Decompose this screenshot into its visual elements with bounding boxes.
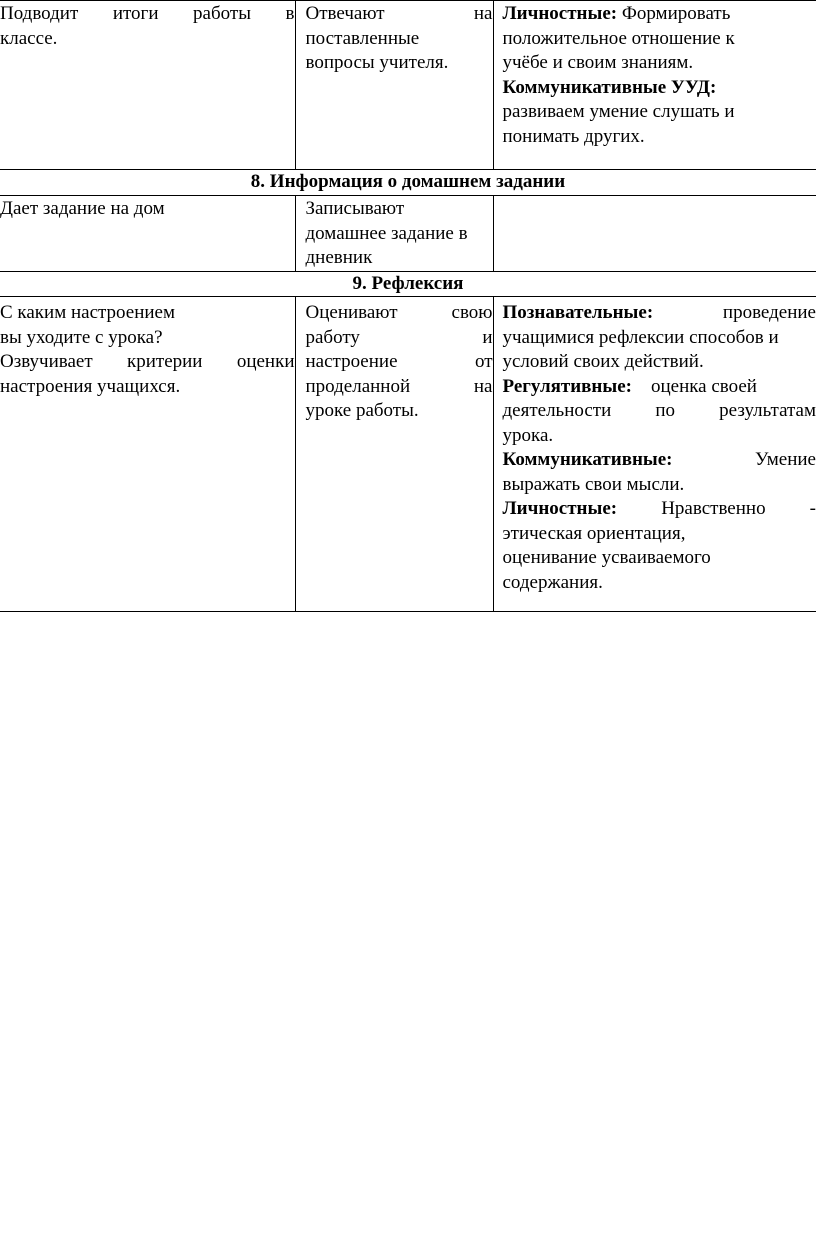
section-title-reflection: 9. Рефлексия: [0, 271, 816, 297]
student-activity-line: вопросы учителя.: [305, 52, 449, 73]
student-activity-line: домашнее задание в: [305, 222, 468, 244]
teacher-activity-cell: [0, 297, 295, 612]
uud-communicative-label: Коммуникативные УУД:: [502, 76, 717, 98]
uud-personal-label: Личностные:: [502, 498, 618, 519]
student-activity-line: Записывают: [305, 198, 405, 219]
teacher-activity-line: Озвучивает критерии оценки: [0, 351, 295, 372]
uud-personal-text-line: положительное отношение к: [502, 27, 735, 49]
student-activity-line: поставленные: [305, 27, 420, 49]
uud-personal-text-line: содержания.: [502, 571, 603, 593]
uud-cell: [493, 1, 816, 170]
uud-personal-line: [503, 2, 816, 27]
table-row-reflection: [0, 297, 816, 612]
teacher-activity-line: Подводит итоги работы в: [0, 3, 295, 24]
student-activity-line: Оценивают свою: [305, 302, 493, 323]
lesson-plan-table: [0, 0, 816, 612]
uud-communicative-text-line: понимать других.: [502, 125, 645, 147]
table-row-results: [0, 1, 816, 170]
uud-cognitive-text: проведение: [722, 302, 816, 323]
student-activity-line: дневник: [305, 247, 373, 268]
uud-cognitive-text-line: условий своих действий.: [502, 351, 704, 372]
uud-regulatory-text: оценка своей: [650, 375, 757, 397]
teacher-activity-cell: [0, 1, 295, 170]
teacher-activity-line: вы уходите с урока?: [0, 326, 163, 348]
student-activity-line: уроке работы.: [305, 400, 419, 421]
uud-regulatory-text-line: урока.: [502, 424, 554, 446]
uud-regulatory-text-line: деятельности по результатам: [502, 400, 816, 421]
uud-cognitive-line: [503, 301, 816, 326]
student-activity-cell: [295, 1, 493, 170]
uud-cognitive-text-line: учащимися рефлексии способов и: [502, 326, 779, 348]
uud-communicative-text-line: развиваем умение слушать и: [502, 101, 735, 122]
uud-cell: [493, 297, 816, 612]
student-activity-line: работу и: [305, 326, 493, 348]
section-title-homework: 8. Информация о домашнем задании: [0, 170, 816, 196]
teacher-activity-line: настроения учащихся.: [0, 375, 181, 397]
uud-regulatory-line: [503, 375, 816, 400]
uud-personal-label: Личностные:: [502, 3, 618, 24]
uud-communicative-label: Коммуникативные:: [502, 449, 673, 470]
uud-cognitive-label: Познавательные:: [502, 302, 654, 323]
uud-personal-line: [503, 497, 816, 522]
student-activity-line: Отвечают на: [305, 3, 493, 24]
teacher-activity-line: классе.: [0, 27, 58, 49]
uud-communicative-line: [503, 448, 816, 473]
student-activity-line: настроение от: [305, 351, 493, 372]
teacher-activity-line: С каким настроением: [0, 302, 175, 323]
student-activity-cell: [295, 196, 493, 272]
uud-personal-text-line: этическая ориентация,: [502, 522, 686, 544]
section-header-row: [0, 271, 816, 297]
uud-personal-text: Формировать: [617, 3, 731, 24]
student-activity-cell: [295, 297, 493, 612]
uud-personal-text-line: учёбе и своим знаниям.: [502, 52, 694, 73]
teacher-activity-cell: Дает задание на дом: [0, 196, 295, 272]
uud-regulatory-label: Регулятивные:: [502, 375, 632, 397]
table-row-homework: [0, 196, 816, 272]
uud-communicative-text: Умение: [754, 449, 816, 470]
uud-personal-text: Нравственно -: [661, 498, 816, 519]
uud-communicative-text-line: выражать свои мысли.: [502, 473, 685, 495]
uud-cell: [493, 196, 816, 272]
uud-personal-text-line: оценивание усваиваемого: [502, 547, 711, 568]
section-header-row: [0, 170, 816, 196]
student-activity-line: проделанной на: [305, 375, 493, 397]
